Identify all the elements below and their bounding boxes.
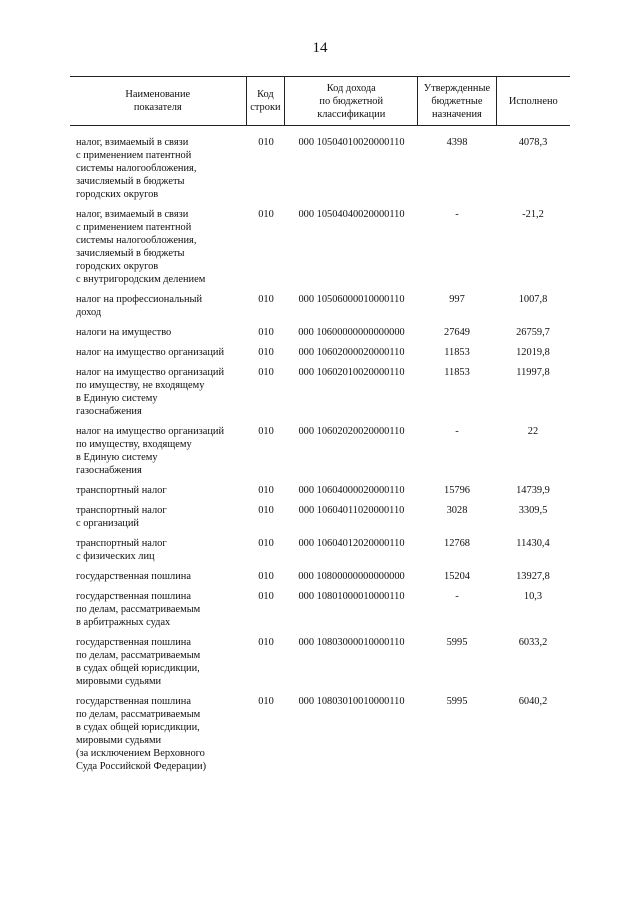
row-name: налоги на имущество [76, 327, 172, 338]
table-row [70, 590, 570, 629]
row-plan: 3028 [446, 505, 468, 516]
row-plan: - [455, 591, 459, 602]
row-plan: - [455, 209, 459, 220]
row-kbk: 000 10604012020000110 [298, 538, 405, 549]
table-row [70, 537, 570, 563]
row-plan: 11853 [444, 347, 470, 358]
header-done: Исполнено [496, 77, 570, 125]
row-name: транспортный налог с физических лиц [76, 538, 167, 562]
row-done: 12019,8 [516, 347, 550, 358]
row-plan: 5995 [446, 637, 468, 648]
row-plan: 11853 [444, 367, 470, 378]
table-row [70, 504, 570, 530]
row-name: транспортный налог с организаций [76, 505, 167, 529]
row-code: 010 [258, 637, 274, 648]
row-kbk: 000 10604011020000110 [298, 505, 405, 516]
row-plan: 997 [449, 294, 465, 305]
row-kbk: 000 10602020020000110 [298, 426, 405, 437]
row-name: налог, взимаемый в связи с применением патентной системы налогообложения, зачисляемый в бюджеты городских округов с внутригородским делением [76, 209, 206, 285]
row-code: 010 [258, 696, 274, 707]
row-code: 010 [258, 538, 274, 549]
row-kbk: 000 10800000000000000 [298, 571, 405, 582]
row-code: 010 [258, 591, 274, 602]
row-done: 22 [527, 426, 539, 437]
row-code: 010 [258, 571, 274, 582]
table-row [70, 346, 570, 359]
row-name: транспортный налог [76, 485, 167, 496]
row-plan: 27649 [444, 327, 470, 338]
row-name: налог на имущество организаций [76, 347, 225, 358]
revenue-table [70, 76, 570, 780]
table-row [70, 636, 570, 688]
row-done: 6033,2 [518, 637, 548, 648]
row-done: 4078,3 [518, 137, 548, 148]
row-name: государственная пошлина по делам, рассматриваемым в арбитражных судах [76, 591, 201, 628]
row-kbk: 000 10604000020000110 [298, 485, 405, 496]
row-kbk: 000 10506000010000110 [298, 294, 405, 305]
header-name: Наименование показателя [125, 89, 191, 113]
row-code: 010 [258, 485, 274, 496]
row-plan: - [455, 426, 459, 437]
row-kbk: 000 10801000010000110 [298, 591, 405, 602]
row-done: 13927,8 [516, 571, 550, 582]
row-plan: 15796 [444, 485, 470, 496]
row-kbk: 000 10803000010000110 [298, 637, 405, 648]
row-code: 010 [258, 505, 274, 516]
row-done: 6040,2 [518, 696, 548, 707]
row-name: налог на имущество организаций по имуществу, не входящему в Единую систему газоснабжения [76, 367, 225, 417]
row-plan: 15204 [444, 571, 470, 582]
row-plan: 12768 [444, 538, 470, 549]
row-kbk: 000 10504010020000110 [298, 137, 405, 148]
row-code: 010 [258, 294, 274, 305]
table-row [70, 484, 570, 497]
table-row [70, 570, 570, 583]
row-code: 010 [258, 327, 274, 338]
table-row [70, 326, 570, 339]
header-kbk: Код дохода по бюджетной классификации [284, 77, 417, 125]
row-name: налог на имущество организаций по имуществу, входящему в Единую систему газоснабжения [76, 426, 225, 476]
table-row [70, 425, 570, 477]
row-name: налог на профессиональный доход [76, 294, 203, 318]
row-done: 11430,4 [516, 538, 550, 549]
row-name: государственная пошлина по делам, рассматриваемым в судах общей юрисдикции, мировыми судьями (за исключением Верховного Суда Российской Федерации) [76, 696, 207, 772]
row-name: налог, взимаемый в связи с применением патентной системы налогообложения, зачисляемый в бюджеты городских округов [76, 137, 197, 200]
row-name: государственная пошлина по делам, рассматриваемым в судах общей юрисдикции, мировыми судьями [76, 637, 201, 687]
row-code: 010 [258, 426, 274, 437]
row-done: 3309,5 [518, 505, 548, 516]
row-done: -21,2 [522, 209, 544, 220]
header-code: Код строки [246, 77, 285, 125]
table-header [70, 76, 570, 126]
table-row [70, 695, 570, 773]
row-name: государственная пошлина [76, 571, 191, 582]
table-row [70, 208, 570, 286]
table-body [70, 126, 570, 773]
row-done: 11997,8 [516, 367, 550, 378]
row-code: 010 [258, 209, 274, 220]
row-kbk: 000 10602000020000110 [298, 347, 405, 358]
row-kbk: 000 10602010020000110 [298, 367, 405, 378]
row-done: 26759,7 [516, 327, 550, 338]
row-done: 1007,8 [518, 294, 548, 305]
row-plan: 5995 [446, 696, 468, 707]
row-done: 10,3 [523, 591, 543, 602]
header-plan: Утвержденные бюджетные назначения [417, 77, 495, 125]
row-code: 010 [258, 367, 274, 378]
row-kbk: 000 10803010010000110 [298, 696, 405, 707]
row-code: 010 [258, 347, 274, 358]
table-row [70, 366, 570, 418]
row-code: 010 [258, 137, 274, 148]
row-kbk: 000 10504040020000110 [298, 209, 405, 220]
table-row [70, 136, 570, 201]
table-row [70, 293, 570, 319]
row-done: 14739,9 [516, 485, 550, 496]
row-plan: 4398 [446, 137, 468, 148]
row-kbk: 000 10600000000000000 [298, 327, 405, 338]
page-number: 14 [312, 40, 328, 56]
